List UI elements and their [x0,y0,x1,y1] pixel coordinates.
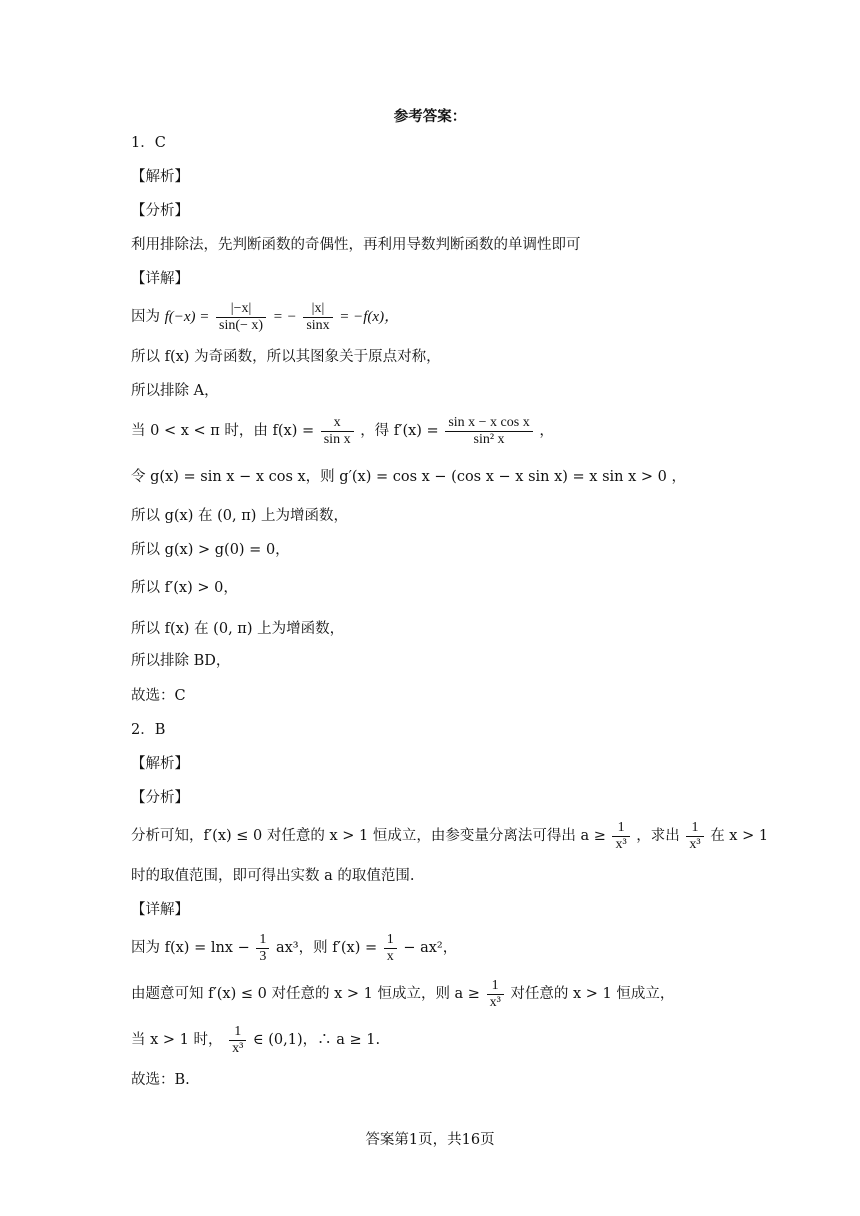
frac-num: 1 [229,1024,246,1041]
q2-answer: 2．B [131,722,166,738]
q2-fenxi-heading: 【分析】 [131,790,189,806]
q2-d2-prefix: 由题意可知 f′(x) ≤ 0 对任意的 x > 1 恒成立，则 a ≥ [131,986,480,1002]
q2-d1-fraction-2 [384,932,397,965]
q2-detail-line-1 [131,930,457,966]
q2-f1-end: 在 x > 1 [710,828,769,844]
frac-num: 1 [487,978,504,995]
frac-num: 1 [384,932,397,949]
frac-den: sin² x [473,431,505,447]
q2-fenxi-line-1 [131,818,768,854]
q2-d1-mid: ax³，则 f′(x) = [275,940,378,956]
frac-den: sinx [306,317,330,333]
page-title: 参考答案： [393,108,467,125]
q2-fenxi-line-2: 时的取值范围，即可得出实数 a 的取值范围. [131,868,415,884]
q1-detail-line-8: 所以 f′(x) > 0， [131,580,238,596]
q1-detail-line-6: 所以 g(x) 在 (0, π) 上为增函数， [131,508,348,524]
frac-num: sin x − x cos x [445,415,532,432]
q1-detail-line-5: 令 g(x) = sin x − x cos x，则 g′(x) = cos x − (cos x − x sin x) = x sin x > 0 ， [131,469,686,485]
q1-l4-prefix: 当 0 < x < π 时，由 f(x) = [131,423,315,439]
q1-l4-mid: ，得 f′(x) = [360,423,439,439]
frac-num: 1 [612,820,629,837]
page-footer: 答案第1页，共16页 [365,1132,495,1148]
frac-num: x [321,415,354,432]
q2-f1-fraction-2 [686,820,703,853]
q1-l1-prefix: 因为 [131,309,160,325]
q1-detail-line-7: 所以 g(x) > g(0) = 0， [131,542,290,558]
frac-num: |−x| [216,301,266,318]
frac-den: sin(− x) [219,317,264,333]
q1-detail-line-4 [131,413,554,449]
q1-detail-line-3: 所以排除 A， [131,383,219,399]
q1-answer: 1．C [131,135,166,151]
q1-l1-expr-c: = −f(x)， [339,309,400,325]
frac-num: 1 [256,932,269,949]
frac-den: x³ [615,836,627,852]
frac-num: 1 [686,820,703,837]
q2-jiexi-heading: 【解析】 [131,756,189,772]
q2-d1-end: − ax²， [403,940,458,956]
q2-xiangjie-heading: 【详解】 [131,902,189,918]
q2-d1-prefix: 因为 f(x) = lnx − [131,940,250,956]
q2-detail-line-3 [131,1022,380,1058]
q2-f1-prefix: 分析可知，f′(x) ≤ 0 对任意的 x > 1 恒成立，由参变量分离法可得出 a ≥ [131,828,606,844]
frac-num: |x| [303,301,332,318]
q2-d3-end: ∈ (0,1)，∴ a ≥ 1. [252,1032,381,1048]
frac-den: 3 [259,948,267,964]
q2-d1-fraction-1 [256,932,269,965]
q2-detail-line-4: 故选：B. [131,1072,190,1088]
q2-d3-prefix: 当 x > 1 时， [131,1032,223,1048]
q2-f1-fraction-1 [612,820,629,853]
q1-l4-fraction-1 [321,415,354,448]
q1-detail-line-11: 故选：C [131,688,186,704]
frac-den: x³ [489,994,501,1010]
q1-l1-expr-a: f(−x) = [164,309,210,325]
q2-detail-line-2 [131,976,674,1012]
q2-d3-fraction [229,1024,246,1057]
q1-l4-end: ， [539,423,554,439]
q1-l4-fraction-2 [445,415,532,448]
q1-detail-line-1 [131,299,399,335]
frac-den: x³ [689,836,701,852]
q1-detail-line-9: 所以 f(x) 在 (0, π) 上为增函数， [131,621,345,637]
q1-jiexi-heading: 【解析】 [131,169,189,185]
q2-d2-end: 对任意的 x > 1 恒成立， [510,986,675,1002]
q2-d2-fraction [487,978,504,1011]
q1-l1-fraction-2 [303,301,332,334]
q1-xiangjie-heading: 【详解】 [131,271,189,287]
q1-fenxi-text: 利用排除法，先判断函数的奇偶性，再利用导数判断函数的单调性即可 [131,237,581,253]
q2-f1-mid: ，求出 [636,828,680,844]
frac-den: x [386,948,394,964]
q1-detail-line-2: 所以 f(x) 为奇函数，所以其图象关于原点对称， [131,349,441,365]
frac-den: x³ [232,1040,244,1056]
frac-den: sin x [323,431,351,447]
q1-fenxi-heading: 【分析】 [131,203,189,219]
q1-detail-line-10: 所以排除 BD， [131,653,231,669]
q1-l1-expr-b: = − [272,309,297,325]
q1-l1-fraction-1 [216,301,266,334]
